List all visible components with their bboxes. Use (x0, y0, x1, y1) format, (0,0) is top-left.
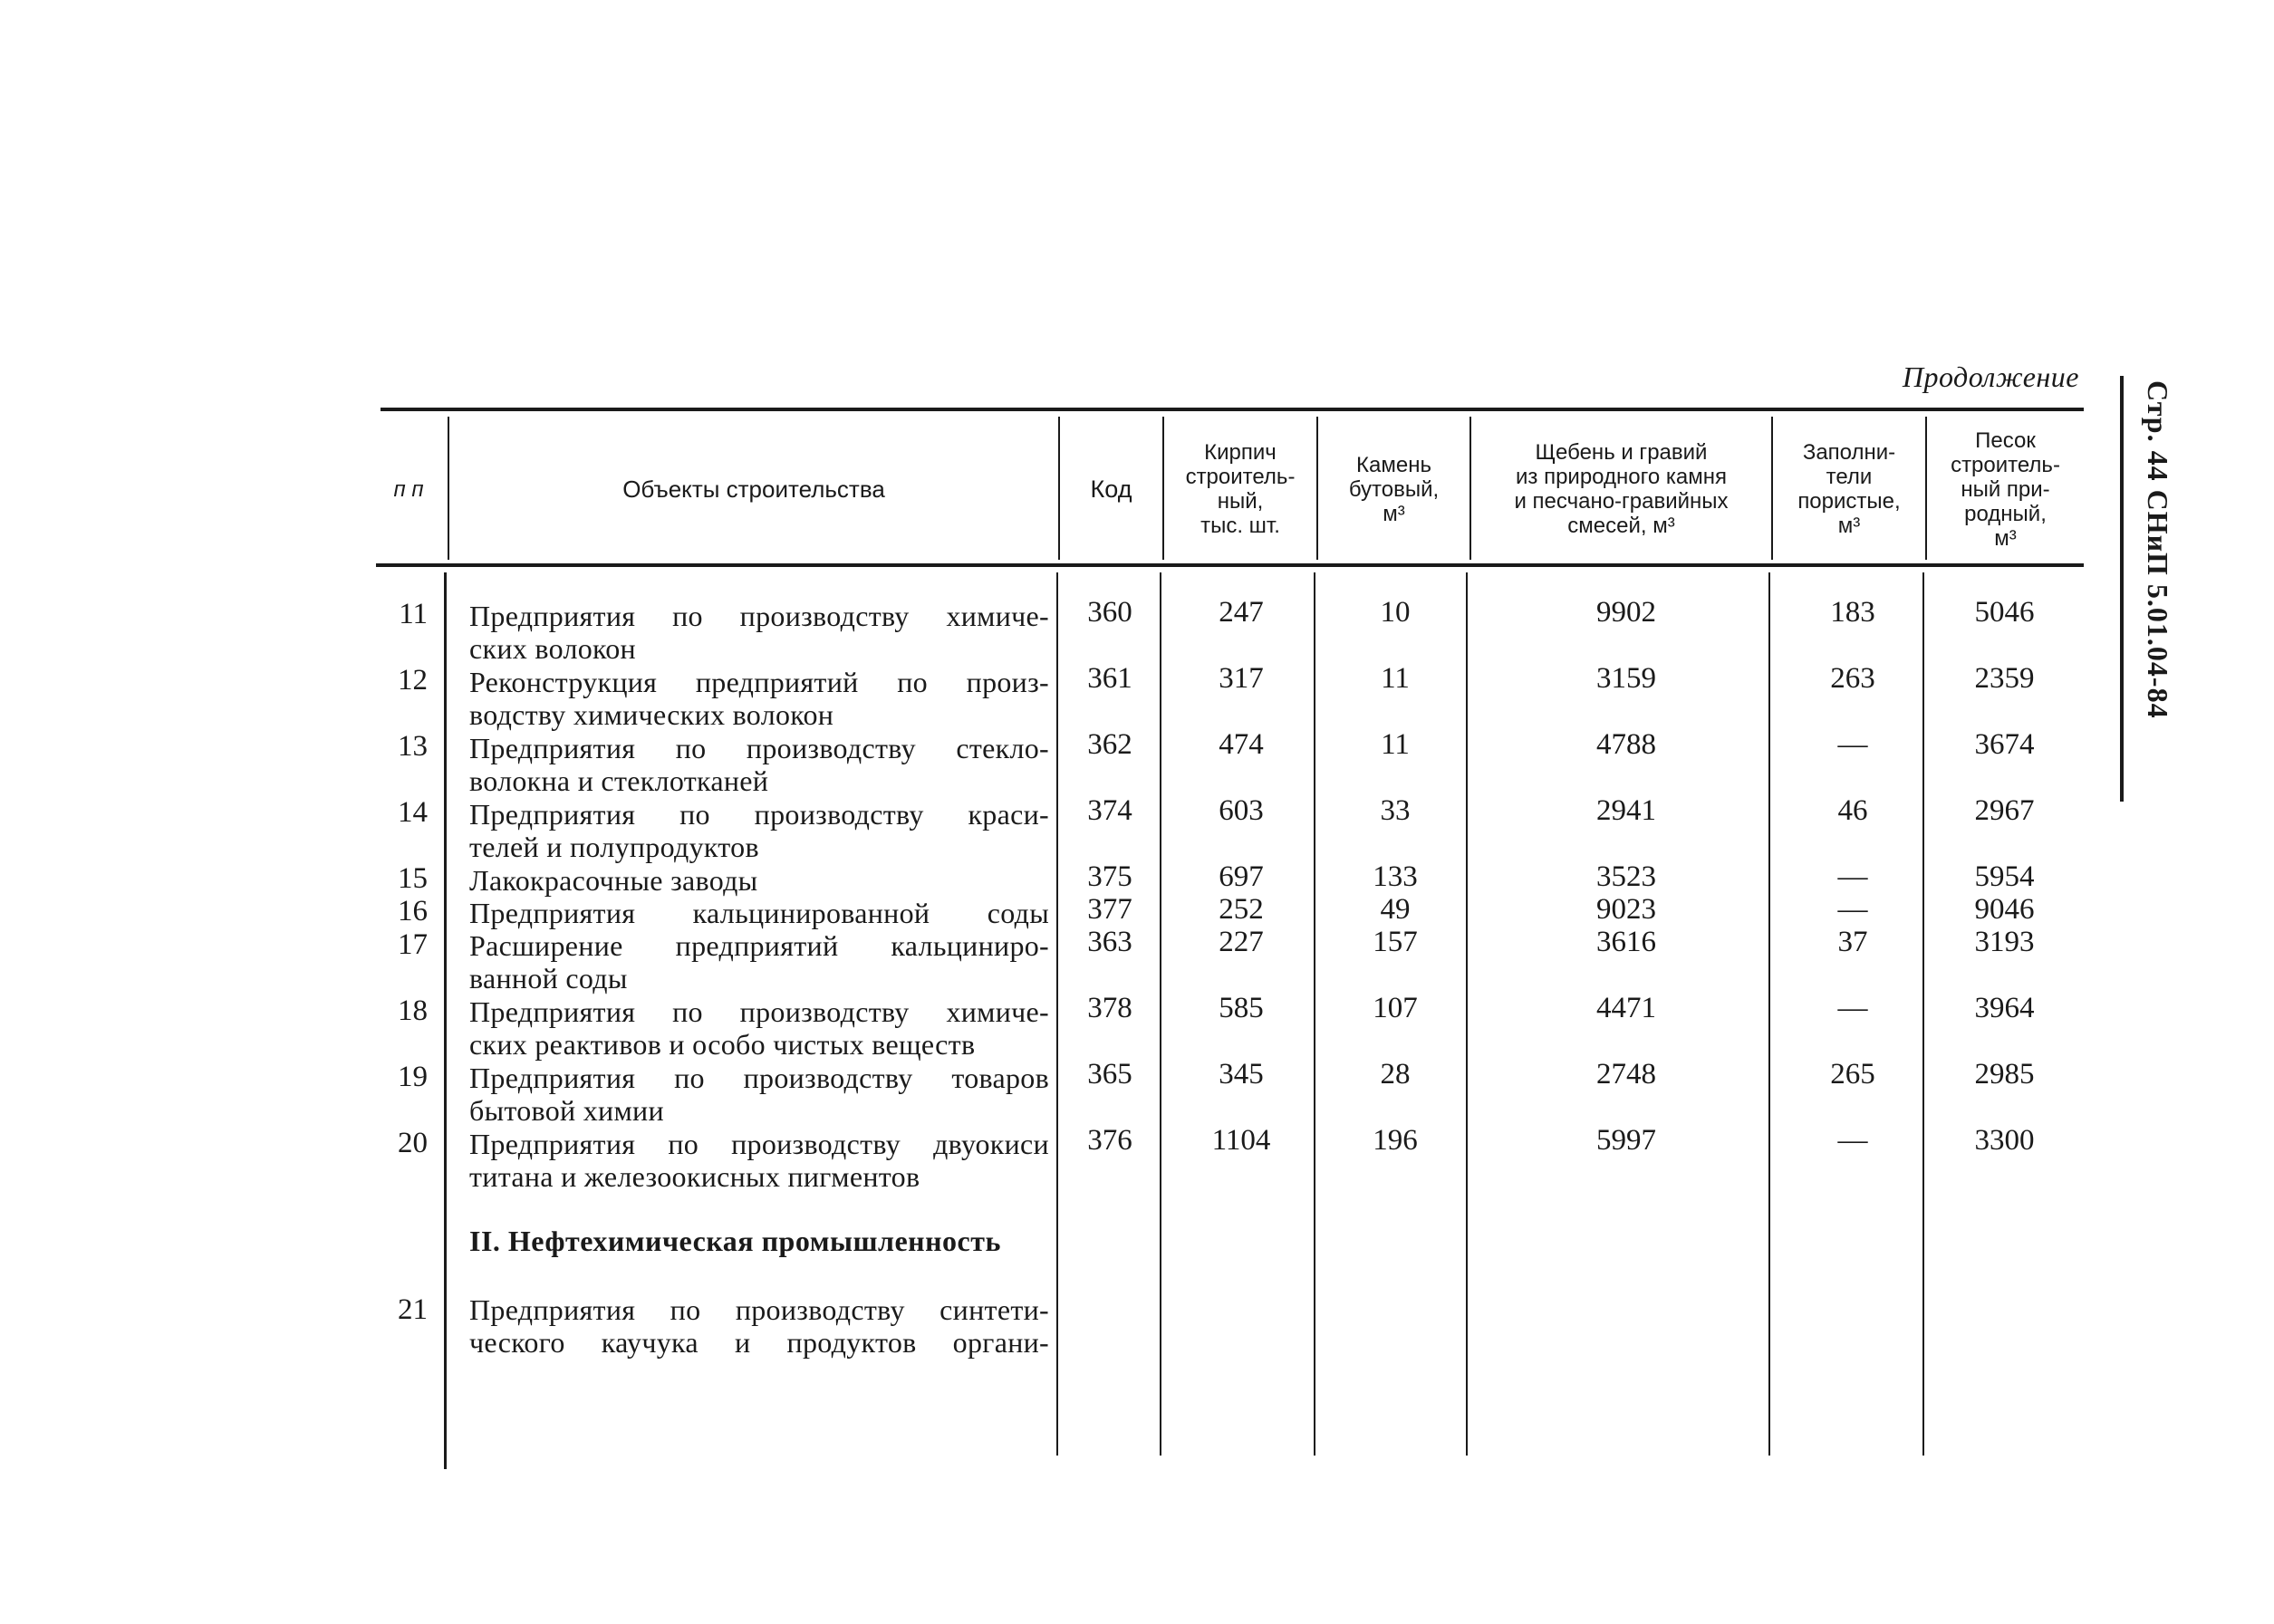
cell-kamen: 107 (1373, 992, 1418, 1024)
object-line: титана и железоокисных пигментов (469, 1160, 920, 1193)
object-line: Предприятия по производству товаров (469, 1062, 1049, 1094)
cell-zapolniteli: 37 (1837, 926, 1868, 958)
cell-zapolniteli: 183 (1830, 596, 1875, 629)
cell-kod: 375 (1087, 860, 1132, 893)
row-number: 17 (398, 928, 428, 961)
cell-shcheben: 5997 (1596, 1124, 1656, 1157)
cell-kamen: 49 (1380, 893, 1411, 926)
cell-kod: 363 (1087, 926, 1132, 958)
cell-pesok: 2985 (1974, 1058, 2035, 1091)
section-title: II. Нефтехимическая промышленность (469, 1225, 1001, 1257)
cell-kamen: 196 (1373, 1124, 1418, 1157)
object-line: Предприятия по производству стекло- (469, 732, 1049, 764)
cell-kod: 360 (1087, 596, 1132, 629)
header-bottom-rule (376, 563, 2084, 567)
body-rule-4 (1314, 572, 1315, 1456)
cell-kod: 365 (1087, 1058, 1132, 1091)
row-number: 11 (399, 598, 428, 630)
object-line: Предприятия по производству химиче- (469, 995, 1049, 1028)
continuation-label: Продолжение (1902, 360, 2079, 393)
cell-pesok: 3964 (1974, 992, 2035, 1024)
cell-shcheben: 3523 (1596, 860, 1656, 893)
cell-pesok: 5954 (1974, 860, 2035, 893)
object-line: Реконструкция предприятий по произ- (469, 666, 1049, 698)
row-number: 14 (398, 796, 428, 829)
object-line: Лакокрасочные заводы (469, 864, 758, 897)
object-line: ческого каучука и продуктов органи- (469, 1326, 1049, 1359)
cell-shcheben: 9023 (1596, 893, 1656, 926)
cell-kamen: 10 (1380, 596, 1411, 629)
cell-zapolniteli: — (1837, 860, 1868, 893)
cell-shcheben: 4471 (1596, 992, 1656, 1024)
cell-kirpich: 252 (1219, 893, 1264, 926)
cell-kod: 361 (1087, 662, 1132, 695)
header-shcheben: Щебень и гравий из природного камня и песчано-гравийных смесей, м³ (1514, 440, 1729, 538)
object-line: бытовой химии (469, 1094, 664, 1127)
cell-shcheben: 3616 (1596, 926, 1656, 958)
row-number: 12 (398, 664, 428, 697)
row-number: 20 (398, 1127, 428, 1159)
object-line: ских реактивов и особо чистых веществ (469, 1028, 976, 1061)
cell-kamen: 28 (1380, 1058, 1411, 1091)
cell-kamen: 11 (1381, 728, 1410, 761)
header-kirpich: Кирпич строитель- ный, тыс. шт. (1185, 440, 1296, 538)
object-line: ванной соды (469, 962, 628, 995)
header-objects: Объекты строительства (622, 475, 885, 503)
cell-kod: 374 (1087, 794, 1132, 827)
cell-shcheben: 2941 (1596, 794, 1656, 827)
header-kamen: Камень бутовый, м³ (1348, 452, 1440, 526)
cell-zapolniteli: — (1837, 893, 1868, 926)
cell-kod: 377 (1087, 893, 1132, 926)
cell-zapolniteli: 263 (1830, 662, 1875, 695)
body-rule-2 (1056, 572, 1058, 1456)
cell-pesok: 3300 (1974, 1124, 2035, 1157)
cell-kirpich: 585 (1219, 992, 1264, 1024)
header-pesok: Песок строитель- ный при- родный, м³ (1951, 428, 2060, 551)
cell-zapolniteli: — (1837, 1124, 1868, 1157)
cell-pesok: 2967 (1974, 794, 2035, 827)
cell-zapolniteli: — (1837, 728, 1868, 761)
body-rule-3 (1160, 572, 1161, 1456)
cell-zapolniteli: — (1837, 992, 1868, 1024)
object-line: Предприятия по производству химиче- (469, 600, 1049, 632)
side-header (2138, 380, 2174, 788)
object-line: Предприятия по производству двуокиси (469, 1128, 1049, 1160)
cell-shcheben: 3159 (1596, 662, 1656, 695)
object-line: телей и полупродуктов (469, 831, 759, 863)
row-number: 18 (398, 995, 428, 1027)
cell-kirpich: 247 (1219, 596, 1264, 629)
cell-kirpich: 603 (1219, 794, 1264, 827)
cell-kirpich: 697 (1219, 860, 1264, 893)
body-rule-1 (444, 572, 447, 1469)
cell-kod: 378 (1087, 992, 1132, 1024)
side-rule (2120, 376, 2124, 802)
header-zapolniteli: Заполни- тели пористые, м³ (1797, 440, 1901, 538)
cell-shcheben: 2748 (1596, 1058, 1656, 1091)
row-number: 19 (398, 1061, 428, 1093)
cell-kamen: 133 (1373, 860, 1418, 893)
cell-pesok: 2359 (1974, 662, 2035, 695)
cell-pesok: 5046 (1974, 596, 2035, 629)
cell-kirpich: 1104 (1211, 1124, 1271, 1157)
cell-pesok: 9046 (1974, 893, 2035, 926)
header-kod: Код (1090, 475, 1132, 503)
object-line: ских волокон (469, 632, 636, 665)
cell-kamen: 11 (1381, 662, 1410, 695)
object-line: Предприятия по производству синтети- (469, 1293, 1049, 1326)
cell-zapolniteli: 265 (1830, 1058, 1875, 1091)
row-number: 16 (398, 895, 428, 927)
row-number: 15 (398, 862, 428, 895)
cell-shcheben: 4788 (1596, 728, 1656, 761)
object-line: Предприятия кальцинированной соды (469, 897, 1049, 929)
cell-kirpich: 345 (1219, 1058, 1264, 1091)
cell-kirpich: 227 (1219, 926, 1264, 958)
cell-zapolniteli: 46 (1837, 794, 1868, 827)
cell-pesok: 3674 (1974, 728, 2035, 761)
object-line: Расширение предприятий кальциниро- (469, 929, 1049, 962)
row-number: 13 (398, 730, 428, 763)
cell-kamen: 157 (1373, 926, 1418, 958)
cell-pesok: 3193 (1974, 926, 2035, 958)
header-num: п п (393, 476, 424, 502)
object-line: водству химических волокон (469, 698, 834, 731)
cell-kod: 376 (1087, 1124, 1132, 1157)
cell-kirpich: 317 (1219, 662, 1264, 695)
object-line: Предприятия по производству краси- (469, 798, 1049, 831)
cell-shcheben: 9902 (1596, 596, 1656, 629)
object-line: волокна и стеклотканей (469, 764, 769, 797)
cell-kirpich: 474 (1219, 728, 1264, 761)
cell-kod: 362 (1087, 728, 1132, 761)
table-top-rule (381, 408, 2084, 411)
row-number: 21 (398, 1293, 428, 1326)
side-header-text: Стр. 44 СНиП 5.01.04-84 (2142, 380, 2174, 719)
cell-kamen: 33 (1380, 794, 1411, 827)
